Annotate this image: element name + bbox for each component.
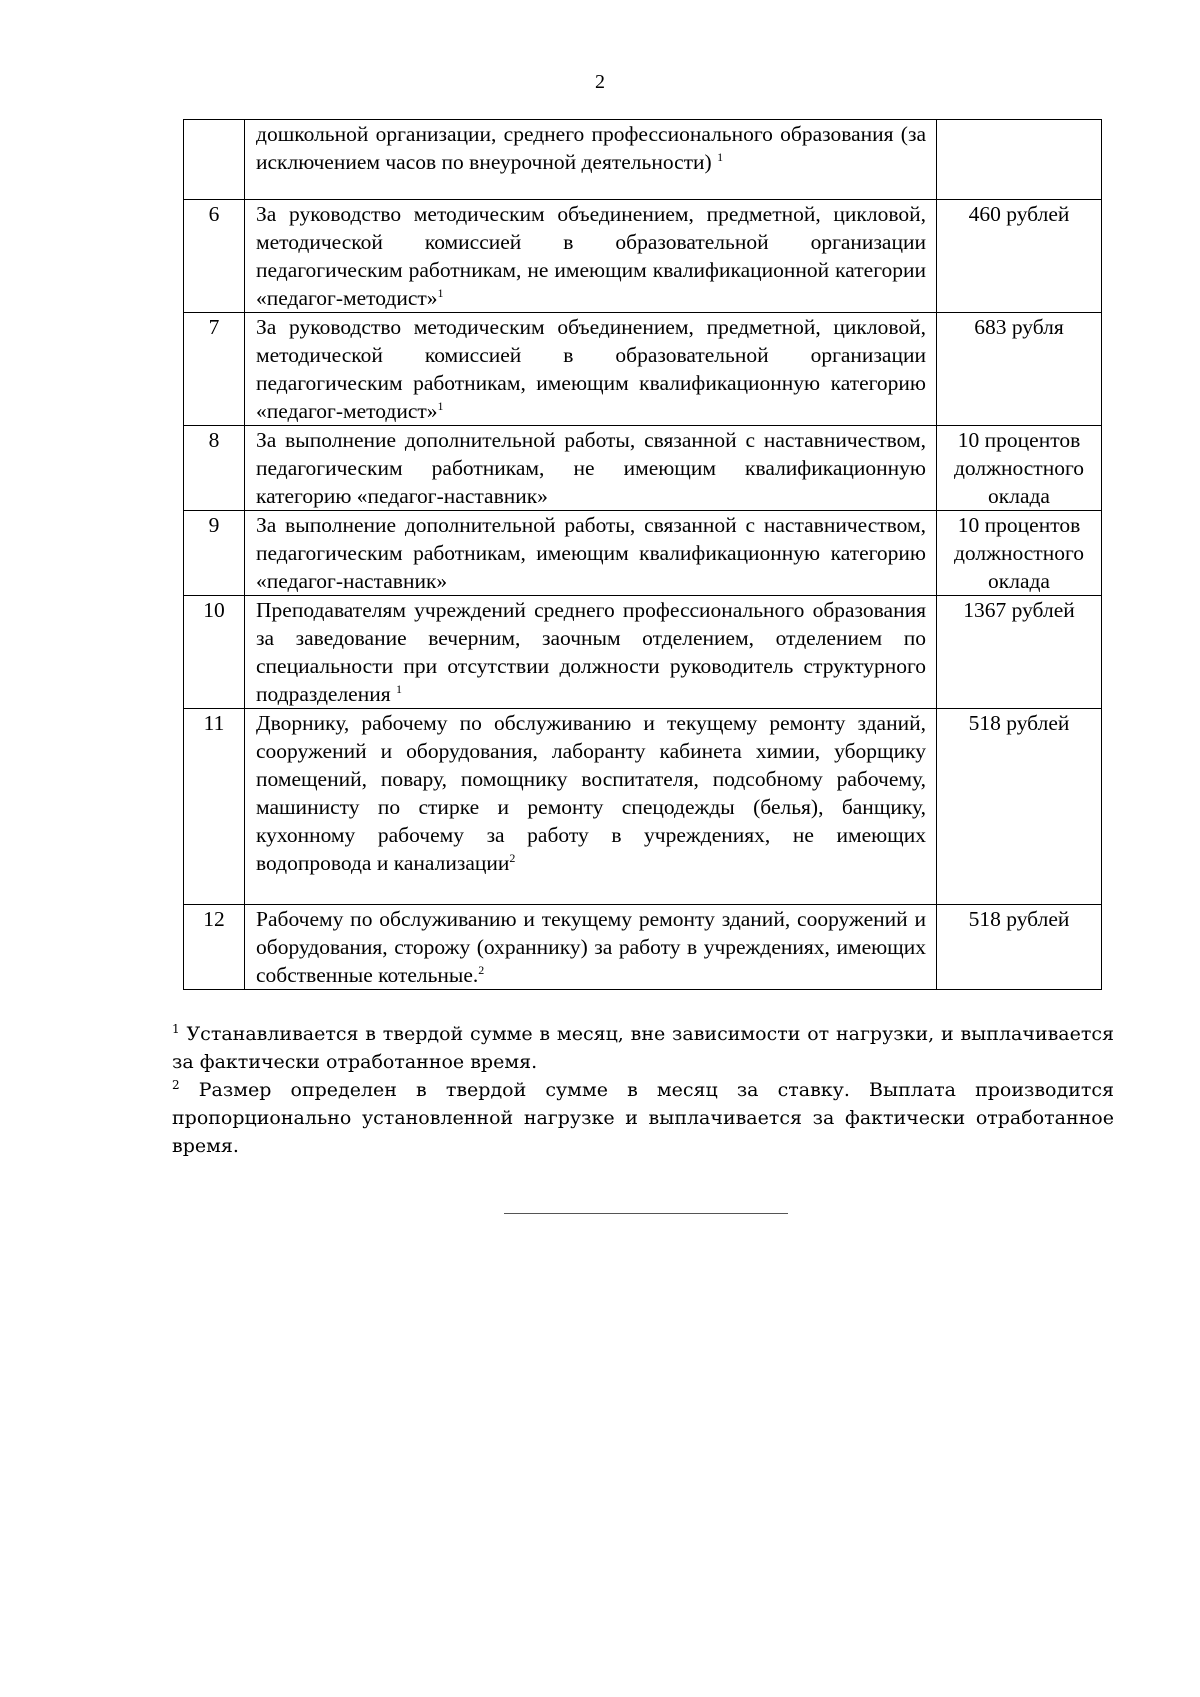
page-number: 2 xyxy=(595,71,605,93)
footnote-mark: 2 xyxy=(172,1078,180,1092)
row-description xyxy=(245,313,937,426)
footnotes xyxy=(172,1020,1114,1160)
row-description xyxy=(245,905,937,990)
footnote-mark: 1 xyxy=(172,1022,180,1036)
footnote-ref: 1 xyxy=(437,399,444,413)
row-number: 11 xyxy=(184,709,245,905)
table-row xyxy=(184,120,1102,200)
row-description xyxy=(245,709,937,905)
row-number: 7 xyxy=(184,313,245,426)
row-description xyxy=(245,511,937,596)
footnote-ref: 1 xyxy=(717,150,724,164)
row-amount: 683 рубля xyxy=(937,313,1102,426)
row-number: 8 xyxy=(184,426,245,511)
row-number: 10 xyxy=(184,596,245,709)
table-row xyxy=(184,709,1102,905)
row-description xyxy=(245,120,937,200)
row-description-text: За руководство методическим объединением, предметной, цикловой, методической комиссией в образовательной организации педагогическим работникам, имеющим квалификационную категорию «педагог-методист» xyxy=(256,315,926,423)
footnote-text: Размер определен в твердой сумме в месяц за ставку. Выплата производится пропорционально установленной нагрузке и выплачивается за фактически отработанное время. xyxy=(172,1079,1114,1157)
row-amount xyxy=(937,120,1102,200)
table-row xyxy=(184,596,1102,709)
row-amount: 1367 рублей xyxy=(937,596,1102,709)
row-amount: 518 рублей xyxy=(937,905,1102,990)
row-description-text: дошкольной организации, среднего профессионального образования (за исключением часов по внеурочной деятельности) xyxy=(256,122,926,174)
footnote-text: Устанавливается в твердой сумме в месяц, вне зависимости от нагрузки, и выплачивается за фактически отработанное время. xyxy=(172,1023,1114,1073)
end-separator-line xyxy=(504,1213,788,1214)
footnote-2 xyxy=(172,1076,1114,1160)
row-description-text: За руководство методическим объединением, предметной, цикловой, методической комиссией в образовательной организации педагогическим работникам, не имеющим квалификационной категории «педагог-методист» xyxy=(256,202,926,310)
row-amount: 460 рублей xyxy=(937,200,1102,313)
row-description xyxy=(245,200,937,313)
row-description-text: Рабочему по обслуживанию и текущему ремонту зданий, сооружений и оборудования, сторожу (охраннику) за работу в учреждениях, имеющих собственные котельные. xyxy=(256,907,926,987)
footnote-ref: 2 xyxy=(509,851,516,865)
row-amount: 10 процентов должностного оклада xyxy=(937,426,1102,511)
row-amount: 10 процентов должностного оклада xyxy=(937,511,1102,596)
row-number xyxy=(184,120,245,200)
row-description xyxy=(245,426,937,511)
table-row xyxy=(184,200,1102,313)
row-amount: 518 рублей xyxy=(937,709,1102,905)
footnote-1 xyxy=(172,1020,1114,1076)
row-description-text: За выполнение дополнительной работы, связанной с наставничеством, педагогическим работникам, имеющим квалификационную категорию «педагог-наставник» xyxy=(256,513,926,593)
footnote-ref: 2 xyxy=(478,963,485,977)
footnote-ref: 1 xyxy=(396,682,403,696)
row-description xyxy=(245,596,937,709)
table-row xyxy=(184,426,1102,511)
row-number: 9 xyxy=(184,511,245,596)
row-description-text: Преподавателям учреждений среднего профессионального образования за заведование вечерним, заочным отделением, отделением по специальности при отсутствии должности руководитель структурного подразделения xyxy=(256,598,926,706)
footnote-ref: 1 xyxy=(437,286,444,300)
table-row xyxy=(184,905,1102,990)
row-number: 12 xyxy=(184,905,245,990)
allowances-table xyxy=(183,119,1102,990)
table-row xyxy=(184,511,1102,596)
table-row xyxy=(184,313,1102,426)
row-description-text: За выполнение дополнительной работы, связанной с наставничеством, педагогическим работникам, не имеющим квалификационную категорию «педагог-наставник» xyxy=(256,428,926,508)
row-description-text: Дворнику, рабочему по обслуживанию и текущему ремонту зданий, сооружений и оборудования, лаборанту кабинета химии, уборщику помещений, повару, помощнику воспитателя, подсобному рабочему, машинисту по стирке и ремонту спецодежды (белья), банщику, кухонному рабочему за работу в учреждениях, не имеющих водопровода и канализации xyxy=(256,711,926,875)
row-number: 6 xyxy=(184,200,245,313)
